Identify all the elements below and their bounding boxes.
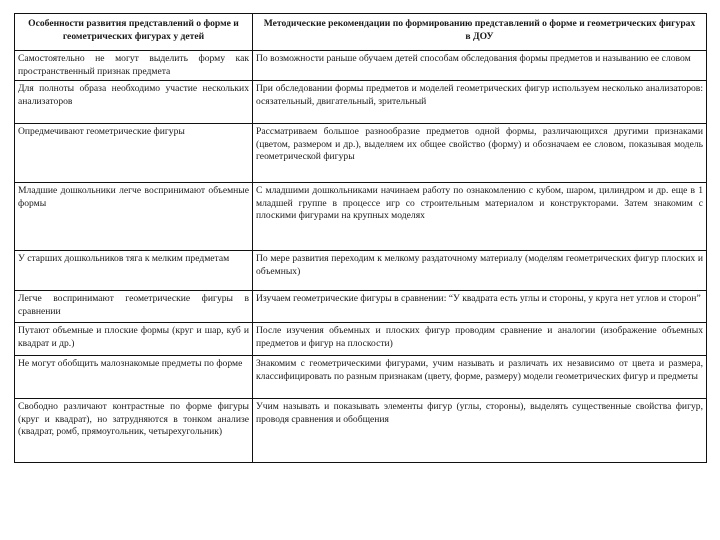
methodology-table [14,13,707,463]
recommendation-cell: При обследовании формы предметов и моделей геометрических фигур используем несколько анализаторов: осязательный, двигательный, зрительный [253,81,707,124]
feature-cell: У старших дошкольников тяга к мелким предметам [15,251,253,291]
recommendation-cell: Знакомим с геометрическими фигурами, учим называть и различать их независимо от цвета и размера, классифицировать по разным признакам (цвету, форме, размеру) модели геометрических фигур и предметы [253,356,707,399]
feature-cell: Не могут обобщить малознакомые предметы по форме [15,356,253,399]
table-row [15,251,707,291]
recommendation-cell: По возможности раньше обучаем детей способам обследования формы предметов и называнию ее словом [253,51,707,81]
feature-cell: Самостоятельно не могут выделить форму как пространственный признак предмета [15,51,253,81]
feature-cell: Для полноты образа необходимо участие нескольких анализаторов [15,81,253,124]
table-row [15,183,707,251]
recommendation-cell: По мере развития переходим к мелкому раздаточному материалу (моделям геометрических фигур плоских и объемных) [253,251,707,291]
feature-cell: Опредмечивают геометрические фигуры [15,124,253,183]
document-page [14,13,706,463]
feature-cell: Младшие дошкольники легче воспринимают объемные формы [15,183,253,251]
header-features: Особенности развития представлений о форме и геометрических фигурах у детей [15,14,253,51]
table-row [15,124,707,183]
feature-cell: Свободно различают контрастные по форме фигуры (круг и квадрат), но затрудняются в тонком анализе (квадрат, ромб, прямоугольник, четырехугольник) [15,399,253,463]
recommendation-cell: После изучения объемных и плоских фигур проводим сравнение и аналогии (изображение объемных предметов и фигур на плоскости) [253,323,707,356]
table-row [15,291,707,323]
header-recommendations: Методические рекомендации по формированию представлений о форме и геометрических фигурах в ДОУ [253,14,707,51]
table-row [15,323,707,356]
recommendation-cell: Изучаем геометрические фигуры в сравнении: “У квадрата есть углы и стороны, у круга нет углов и сторон” [253,291,707,323]
recommendation-cell: Рассматриваем большое разнообразие предметов одной формы, различающихся другими признаками (цветом, размером и др.), выделяем их общее свойство (форму) и обозначаем ее словом, показывая модель геометрической фигуры [253,124,707,183]
table-row [15,51,707,81]
recommendation-cell: Учим называть и показывать элементы фигур (углы, стороны), выделять существенные свойства фигур, проводя сравнения и обобщения [253,399,707,463]
table-row [15,81,707,124]
feature-cell: Легче воспринимают геометрические фигуры в сравнении [15,291,253,323]
recommendation-cell: С младшими дошкольниками начинаем работу по ознакомлению с кубом, шаром, цилиндром и др. еще в 1 младшей группе в процессе игр со строительным материалом и конструкторами. Затем знакомим с плоскими фигурами на крупных моделях [253,183,707,251]
feature-cell: Путают объемные и плоские формы (круг и шар, куб и квадрат и др.) [15,323,253,356]
table-row [15,399,707,463]
table-header-row [15,14,707,51]
table-row [15,356,707,399]
